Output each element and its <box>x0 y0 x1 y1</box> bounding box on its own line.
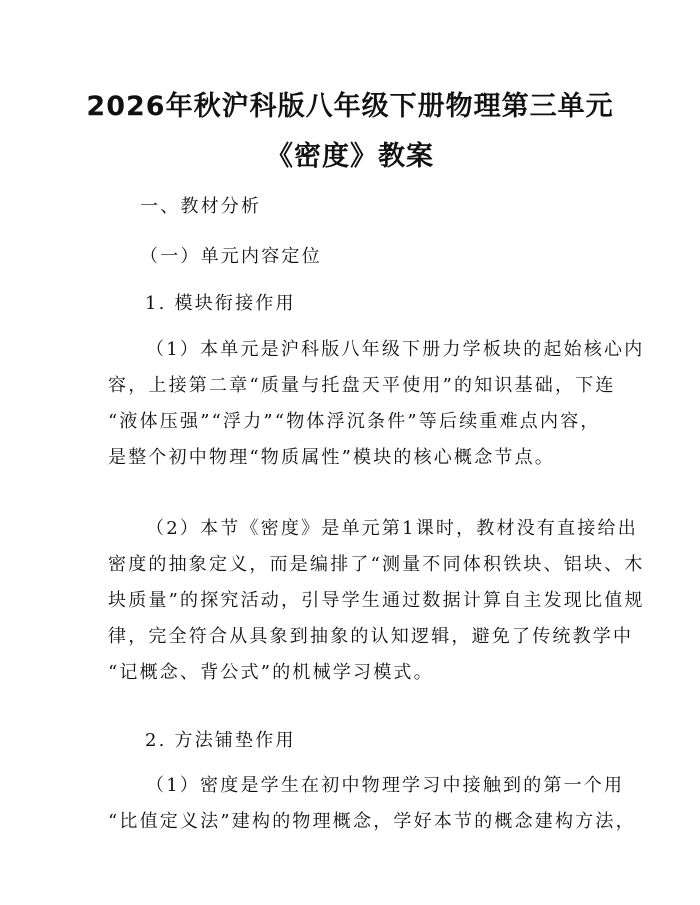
paragraph-3-line-2: “比值定义法”建构的物理概念，学好本节的概念建构方法， <box>108 811 636 832</box>
item-heading-method-foundation: 2. 方法铺垫作用 <box>145 730 296 751</box>
section-heading-textbook-analysis: 一、教材分析 <box>140 196 262 217</box>
document-title-line-1: 2026年秋沪科版八年级下册物理第三单元 <box>86 91 614 122</box>
paragraph-2-line-5: “记概念、背公式”的机械学习模式。 <box>108 662 434 683</box>
item-heading-module-connection: 1. 模块衔接作用 <box>145 293 296 314</box>
document-title-line-2: 《密度》教案 <box>266 141 434 172</box>
paragraph-2-line-1: （2）本节《密度》是单元第1课时，教材没有直接给出 <box>146 518 638 539</box>
paragraph-1-line-3: “液体压强”“浮力”“物体浮沉条件”等后续重难点内容， <box>108 411 601 432</box>
paragraph-1-line-4: 是整个初中物理“物质属性”模块的核心概念节点。 <box>108 447 556 468</box>
paragraph-1-line-2: 容，上接第二章“质量与托盘天平使用”的知识基础，下连 <box>108 375 616 396</box>
paragraph-2-line-2: 密度的抽象定义，而是编排了“测量不同体积铁块、铝块、木 <box>108 554 645 575</box>
paragraph-2-line-3: 块质量”的探究活动，引导学生通过数据计算自主发现比值规 <box>108 590 645 611</box>
paragraph-3-line-1: （1）密度是学生在初中物理学习中接触到的第一个用 <box>146 775 625 796</box>
paragraph-1-line-1: （1）本单元是沪科版八年级下册力学板块的起始核心内 <box>146 339 645 360</box>
subsection-heading-unit-positioning: （一）单元内容定位 <box>140 246 322 267</box>
paragraph-2-line-4: 律，完全符合从具象到抽象的认知逻辑，避免了传统教学中 <box>108 626 634 647</box>
